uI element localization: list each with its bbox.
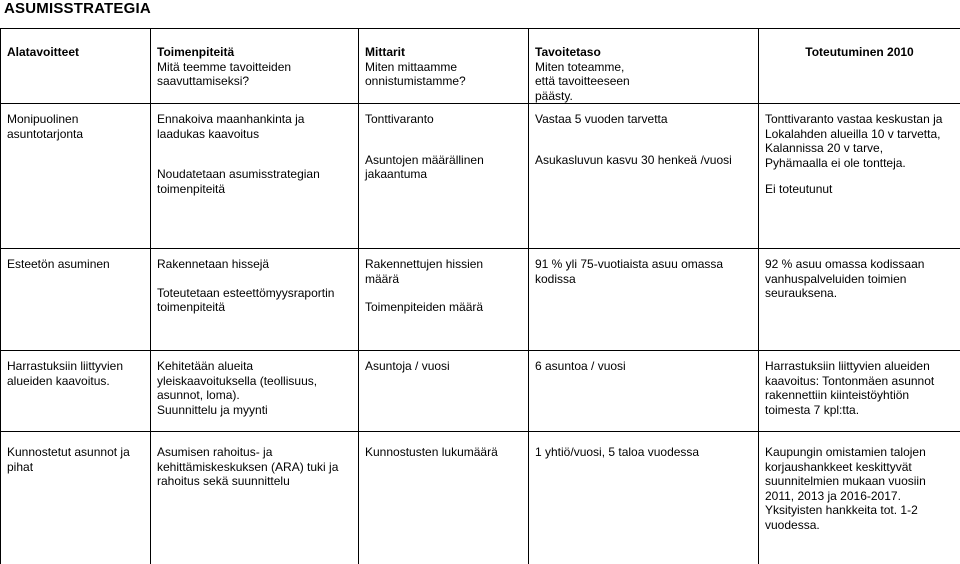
header-title: Alatavoitteet xyxy=(7,45,80,59)
cell-text-line: alueiden kaavoitus. xyxy=(7,373,110,388)
header-title: Mittarit xyxy=(365,45,405,59)
cell-text-line: pihat xyxy=(7,459,34,474)
cell-text-line: toimenpiteitä xyxy=(157,300,226,314)
header-subtitle-line: että tavoitteeseen xyxy=(535,74,630,88)
header-subtitle-line: Miten toteamme, xyxy=(535,59,625,74)
cell-text-line: kehittämiskeskuksen (ARA) tuki ja xyxy=(157,459,339,474)
cell-text-line: 92 % asuu omassa kodissaan xyxy=(765,257,925,271)
table-row xyxy=(1,351,960,432)
cell-text-line: Harrastuksiin liittyvien alueiden xyxy=(765,359,930,373)
header-subtitle-line: päästy. xyxy=(535,88,573,103)
cell-text-line: jakaantuma xyxy=(365,167,428,181)
cell-text-line: Asuntoja / vuosi xyxy=(365,359,450,373)
cell-text-line: korjaushankkeet keskittyvät xyxy=(765,459,912,474)
cell-text-line: Asuntojen määrällinen xyxy=(365,152,484,167)
cell-spacer xyxy=(365,286,528,300)
header-cell-alatavoitteet xyxy=(1,29,151,104)
cell-text-line: Vastaa 5 vuoden tarvetta xyxy=(535,112,668,126)
cell-text-line: suunnitelmien mukaan vuosiin xyxy=(765,474,926,488)
cell-text-line: Tonttivaranto vastaa keskustan ja xyxy=(765,112,943,126)
cell-text-line: Suunnittelu ja myynti xyxy=(157,402,268,417)
header-title: Tavoitetaso xyxy=(535,45,601,59)
table-header-row xyxy=(1,29,960,104)
cell-text-line: asunnot, loma). xyxy=(157,388,240,402)
cell-text-line: 1 yhtiö/vuosi, 5 taloa vuodessa xyxy=(535,445,700,459)
cell-text-line: Asumisen rahoitus- ja xyxy=(157,445,273,459)
cell-text-line: Toteutetaan esteettömyysraportin xyxy=(157,285,335,300)
cell-text-line: Kehitetään alueita xyxy=(157,359,254,373)
cell-text-line: Kunnostetut asunnot ja xyxy=(7,445,130,459)
header-subtitle-line: onnistumistamme? xyxy=(365,74,466,88)
strategy-table xyxy=(0,28,960,564)
cell-text-line: Kalannissa 20 v tarve, xyxy=(765,141,884,155)
cell-text-line: 6 asuntoa / vuosi xyxy=(535,359,626,373)
cell-text-line: Ennakoiva maanhankinta ja xyxy=(157,112,305,126)
cell-text-line: Harrastuksiin liittyvien xyxy=(7,359,124,373)
cell-text-line: rahoitus sekä suunnittelu xyxy=(157,474,290,488)
cell-spacer xyxy=(535,127,758,153)
cell-text-line: toimesta 7 kpl:tta. xyxy=(765,402,860,417)
header-title: Toimenpiteitä xyxy=(157,45,235,59)
cell-text-line: seurauksena. xyxy=(765,286,838,300)
cell-spacer xyxy=(765,170,960,182)
document-title: ASUMISSTRATEGIA xyxy=(4,0,151,17)
cell-text-line: Kaupungin omistamien talojen xyxy=(765,445,926,459)
cell-text-line: asuntotarjonta xyxy=(7,126,84,141)
table-row xyxy=(1,249,960,351)
cell-text-line: toimenpiteitä xyxy=(157,181,226,196)
cell-text-line: Yksityisten hankkeita tot. 1-2 xyxy=(765,503,918,517)
cell-text-line: Lokalahden alueilla 10 v tarvetta, xyxy=(765,126,941,141)
cell-text-line: laadukas kaavoitus xyxy=(157,126,260,141)
cell-text-line: kodissa xyxy=(535,271,576,286)
table-row xyxy=(1,104,960,249)
cell-text-line: yleiskaavoituksella (teollisuus, xyxy=(157,373,318,388)
header-subtitle-line: saavuttamiseksi? xyxy=(157,74,250,88)
cell-spacer xyxy=(157,141,358,167)
cell-text-line: Kunnostusten lukumäärä xyxy=(365,445,498,459)
header-subtitle-line: Miten mittaamme xyxy=(365,59,458,74)
header-cell-toimenpiteita xyxy=(151,29,359,104)
header-cell-tavoitetaso xyxy=(529,29,759,104)
cell-text-line: Tonttivaranto xyxy=(365,112,434,126)
header-cell-mittarit xyxy=(359,29,529,104)
cell-text-line: vuodessa. xyxy=(765,517,820,532)
cell-text-line: Toimenpiteiden määrä xyxy=(365,300,484,314)
cell-text-line: Esteetön asuminen xyxy=(7,257,110,271)
cell-text-line: Rakennettujen hissien xyxy=(365,257,484,271)
cell-text-line: 2011, 2013 ja 2016-2017. xyxy=(765,488,901,503)
cell-spacer xyxy=(365,127,528,153)
cell-text-line: määrä xyxy=(365,271,400,286)
cell-text-line: 91 % yli 75-vuotiaista asuu omassa xyxy=(535,257,724,271)
cell-text-line: Ei toteutunut xyxy=(765,182,833,196)
cell-spacer xyxy=(157,272,358,286)
cell-text-line: vanhuspalveluiden toimien xyxy=(765,271,907,286)
table-row xyxy=(1,432,960,564)
cell-text-line: Rakennetaan hissejä xyxy=(157,257,270,271)
header-subtitle-line: Mitä teemme tavoitteiden xyxy=(157,59,292,74)
cell-text-line: rakennettiin kiinteistöyhtiön xyxy=(765,388,910,402)
header-cell-toteutuminen xyxy=(759,29,960,104)
cell-text-line: kaavoitus: Tontonmäen asunnot xyxy=(765,373,935,388)
cell-text-line: Noudatetaan asumisstrategian xyxy=(157,167,320,181)
cell-text-line: Pyhämaalla ei ole tontteja. xyxy=(765,155,906,170)
cell-text-line: Monipuolinen xyxy=(7,112,79,126)
cell-text-line: Asukasluvun kasvu 30 henkeä /vuosi xyxy=(535,152,732,167)
header-title: Toteutuminen 2010 xyxy=(805,45,914,59)
